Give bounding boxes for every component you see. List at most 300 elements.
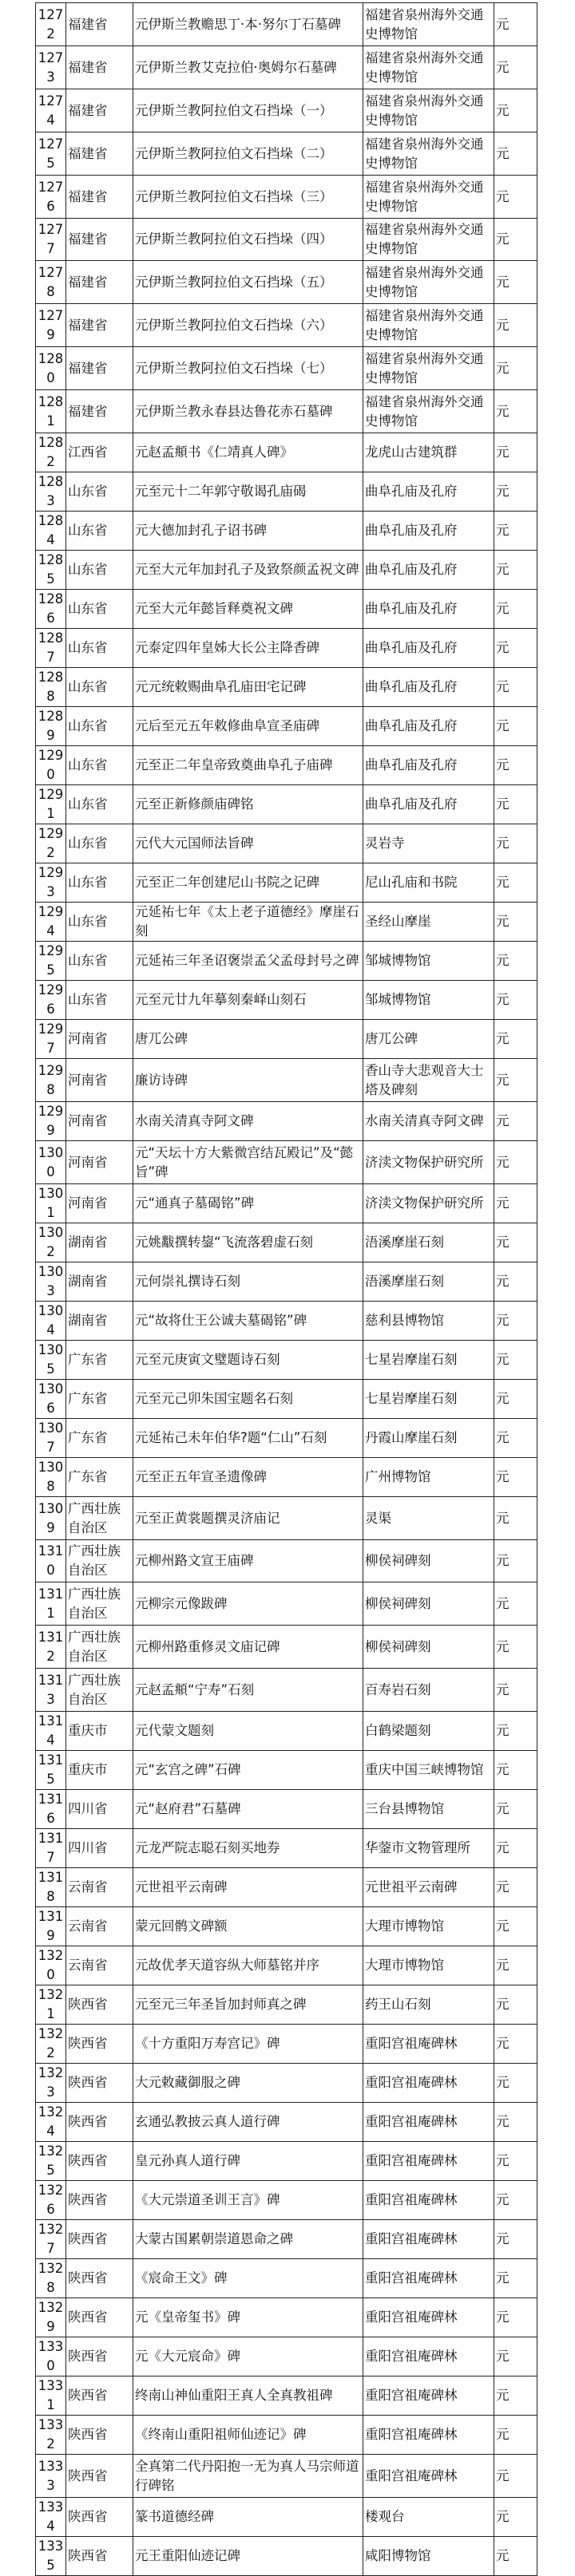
era-cell: 元	[494, 1458, 537, 1497]
custodian-unit-cell: 龙虎山古建筑群	[363, 433, 494, 472]
row-number: 1276	[36, 176, 66, 219]
row-number: 1312	[36, 1626, 66, 1669]
relic-name-cell: 《宸命王文》碑	[133, 2259, 363, 2298]
row-number: 1311	[36, 1582, 66, 1626]
custodian-unit-cell: 百寿岩石刻	[363, 1669, 494, 1712]
row-number: 1309	[36, 1497, 66, 1540]
relic-name-cell: 元何崇礼撰诗石刻	[133, 1262, 363, 1302]
row-number: 1286	[36, 590, 66, 629]
province-cell: 云南省	[66, 1907, 133, 1946]
custodian-unit-cell: 邹城博物馆	[363, 942, 494, 981]
table-row	[36, 981, 537, 1020]
era-cell: 元	[494, 472, 537, 512]
province-cell: 四川省	[66, 1829, 133, 1868]
relic-name-cell: 终南山神仙重阳王真人全真教祖碑	[133, 2376, 363, 2416]
row-number: 1327	[36, 2220, 66, 2259]
relic-name-cell: 元至正五年宣圣遗像碑	[133, 1458, 363, 1497]
row-number: 1282	[36, 433, 66, 472]
province-cell: 广西壮族自治区	[66, 1582, 133, 1626]
custodian-unit-cell: 济渎文物保护研究所	[363, 1141, 494, 1184]
era-cell: 元	[494, 551, 537, 590]
custodian-unit-cell: 药王山石刻	[363, 1985, 494, 2025]
era-cell: 元	[494, 304, 537, 347]
province-cell: 陕西省	[66, 2259, 133, 2298]
row-number: 1274	[36, 89, 66, 132]
era-cell: 元	[494, 863, 537, 903]
relic-name-cell: 元至元十二年郭守敬谒孔庙碣	[133, 472, 363, 512]
row-number: 1288	[36, 668, 66, 707]
province-cell: 河南省	[66, 1102, 133, 1141]
row-number: 1316	[36, 1790, 66, 1829]
province-cell: 山东省	[66, 942, 133, 981]
era-cell: 元	[494, 629, 537, 668]
row-number: 1318	[36, 1868, 66, 1907]
table-row	[36, 1184, 537, 1223]
province-cell: 山东省	[66, 746, 133, 785]
table-row	[36, 1582, 537, 1626]
era-cell: 元	[494, 903, 537, 942]
relic-name-cell: 元至正黄裳题撰灵济庙记	[133, 1497, 363, 1540]
province-cell: 湖南省	[66, 1223, 133, 1262]
era-cell: 元	[494, 433, 537, 472]
custodian-unit-cell: 浯溪摩崖石刻	[363, 1262, 494, 1302]
custodian-unit-cell: 重阳宫祖庵碑林	[363, 2220, 494, 2259]
relic-name-cell: 元至正二年创建尼山书院之记碑	[133, 863, 363, 903]
era-cell: 元	[494, 2337, 537, 2376]
province-cell: 陕西省	[66, 2337, 133, 2376]
era-cell: 元	[494, 746, 537, 785]
table-row	[36, 2416, 537, 2455]
relic-name-cell: 元龙严院志聪石刻买地券	[133, 1829, 363, 1868]
era-cell: 元	[494, 2416, 537, 2455]
custodian-unit-cell: 福建省泉州海外交通史博物馆	[363, 46, 494, 89]
province-cell: 山东省	[66, 629, 133, 668]
custodian-unit-cell: 慈利县博物馆	[363, 1302, 494, 1341]
relic-name-cell: 水南关清真寺阿文碑	[133, 1102, 363, 1141]
row-number: 1303	[36, 1262, 66, 1302]
table-row	[36, 1419, 537, 1458]
relic-name-cell: 元柳州路重修灵文庙记碑	[133, 1626, 363, 1669]
row-number: 1320	[36, 1946, 66, 1985]
custodian-unit-cell: 福建省泉州海外交通史博物馆	[363, 304, 494, 347]
province-cell: 山东省	[66, 512, 133, 551]
row-number: 1331	[36, 2376, 66, 2416]
province-cell: 重庆市	[66, 1751, 133, 1790]
row-number: 1290	[36, 746, 66, 785]
custodian-unit-cell: 重阳宫祖庵碑林	[363, 2064, 494, 2103]
province-cell: 福建省	[66, 46, 133, 89]
era-cell: 元	[494, 942, 537, 981]
relic-name-cell: 《十方重阳万寿宫记》碑	[133, 2025, 363, 2064]
custodian-unit-cell: 福建省泉州海外交通史博物馆	[363, 132, 494, 176]
row-number: 1304	[36, 1302, 66, 1341]
province-cell: 河南省	[66, 1020, 133, 1059]
relic-name-cell: 元“玄宫之碑”石碑	[133, 1751, 363, 1790]
table-row	[36, 1868, 537, 1907]
custodian-unit-cell: 灵渠	[363, 1497, 494, 1540]
province-cell: 陕西省	[66, 2064, 133, 2103]
custodian-unit-cell: 福建省泉州海外交通史博物馆	[363, 219, 494, 261]
table-row	[36, 2025, 537, 2064]
relic-name-cell: 元《皇帝玺书》碑	[133, 2298, 363, 2337]
province-cell: 云南省	[66, 1868, 133, 1907]
province-cell: 陕西省	[66, 2220, 133, 2259]
table-row	[36, 1985, 537, 2025]
relic-name-cell: 元伊斯兰教阿拉伯文石挡垛（五）	[133, 261, 363, 304]
custodian-unit-cell: 济渎文物保护研究所	[363, 1184, 494, 1223]
table-row	[36, 1458, 537, 1497]
custodian-unit-cell: 大理市博物馆	[363, 1946, 494, 1985]
table-row	[36, 2064, 537, 2103]
relic-name-cell: 元代大元国师法旨碑	[133, 824, 363, 863]
era-cell: 元	[494, 2498, 537, 2537]
table-row	[36, 89, 537, 132]
relic-name-cell: 元伊斯兰教阿拉伯文石挡垛（六）	[133, 304, 363, 347]
relic-name-cell: 篆书道德经碑	[133, 2498, 363, 2537]
relic-name-cell: 元柳州路文宣王庙碑	[133, 1540, 363, 1582]
row-number: 1322	[36, 2025, 66, 2064]
custodian-unit-cell: 重阳宫祖庵碑林	[363, 2416, 494, 2455]
era-cell: 元	[494, 132, 537, 176]
relic-name-cell: 元姚黻撰转鋆“飞流落碧虚石刻	[133, 1223, 363, 1262]
province-cell: 湖南省	[66, 1302, 133, 1341]
row-number: 1314	[36, 1712, 66, 1751]
province-cell: 福建省	[66, 176, 133, 219]
table-row	[36, 707, 537, 746]
row-number: 1330	[36, 2337, 66, 2376]
relic-name-cell: 元柳宗元像跋碑	[133, 1582, 363, 1626]
row-number: 1281	[36, 390, 66, 433]
table-row	[36, 785, 537, 824]
custodian-unit-cell: 福建省泉州海外交通史博物馆	[363, 347, 494, 390]
table-row	[36, 46, 537, 89]
era-cell: 元	[494, 2142, 537, 2181]
relic-name-cell: 元“通真子墓碣铭”碑	[133, 1184, 363, 1223]
row-number: 1305	[36, 1341, 66, 1380]
province-cell: 陕西省	[66, 2498, 133, 2537]
relic-name-cell: 元泰定四年皇姊大长公主降香碑	[133, 629, 363, 668]
province-cell: 陕西省	[66, 2142, 133, 2181]
row-number: 1293	[36, 863, 66, 903]
relic-name-cell: 元至元三年圣旨加封师真之碑	[133, 1985, 363, 2025]
table-row	[36, 433, 537, 472]
row-number: 1313	[36, 1669, 66, 1712]
province-cell: 河南省	[66, 1184, 133, 1223]
province-cell: 山东省	[66, 668, 133, 707]
era-cell: 元	[494, 1907, 537, 1946]
province-cell: 福建省	[66, 347, 133, 390]
table-row	[36, 824, 537, 863]
table-row	[36, 3, 537, 46]
province-cell: 福建省	[66, 132, 133, 176]
custodian-unit-cell: 浯溪摩崖石刻	[363, 1223, 494, 1262]
province-cell: 陕西省	[66, 1985, 133, 2025]
custodian-unit-cell: 七星岩摩崖石刻	[363, 1380, 494, 1419]
custodian-unit-cell: 元世祖平云南碑	[363, 1868, 494, 1907]
province-cell: 福建省	[66, 390, 133, 433]
province-cell: 广西壮族自治区	[66, 1669, 133, 1712]
custodian-unit-cell: 曲阜孔庙及孔府	[363, 472, 494, 512]
custodian-unit-cell: 广州博物馆	[363, 1458, 494, 1497]
era-cell: 元	[494, 3, 537, 46]
relic-name-cell: 《终南山重阳祖师仙迹记》碑	[133, 2416, 363, 2455]
relic-name-cell: 廉访诗碑	[133, 1059, 363, 1102]
table-row	[36, 472, 537, 512]
relic-name-cell: 元延祐己未年伯华?题“仁山”石刻	[133, 1419, 363, 1458]
era-cell: 元	[494, 981, 537, 1020]
custodian-unit-cell: 柳侯祠碑刻	[363, 1540, 494, 1582]
table-row	[36, 1751, 537, 1790]
custodian-unit-cell: 重阳宫祖庵碑林	[363, 2376, 494, 2416]
relic-name-cell: 元赵孟頫书《仁靖真人碑》	[133, 433, 363, 472]
table-row	[36, 2142, 537, 2181]
table-row	[36, 2103, 537, 2142]
province-cell: 陕西省	[66, 2537, 133, 2576]
era-cell: 元	[494, 1497, 537, 1540]
row-number: 1328	[36, 2259, 66, 2298]
relic-name-cell: 元伊斯兰教阿拉伯文石挡垛（七）	[133, 347, 363, 390]
row-number: 1291	[36, 785, 66, 824]
table-row	[36, 2498, 537, 2537]
custodian-unit-cell: 福建省泉州海外交通史博物馆	[363, 89, 494, 132]
province-cell: 广东省	[66, 1458, 133, 1497]
custodian-unit-cell: 香山寺大悲观音大士塔及碑刻	[363, 1059, 494, 1102]
row-number: 1333	[36, 2455, 66, 2498]
era-cell: 元	[494, 1102, 537, 1141]
row-number: 1287	[36, 629, 66, 668]
relic-name-cell: 皇元孙真人道行碑	[133, 2142, 363, 2181]
table-row	[36, 1540, 537, 1582]
province-cell: 陕西省	[66, 2103, 133, 2142]
province-cell: 四川省	[66, 1790, 133, 1829]
custodian-unit-cell: 重阳宫祖庵碑林	[363, 2259, 494, 2298]
table-row	[36, 2259, 537, 2298]
relic-name-cell: 元“赵府君”石墓碑	[133, 1790, 363, 1829]
era-cell: 元	[494, 2064, 537, 2103]
era-cell: 元	[494, 2025, 537, 2064]
era-cell: 元	[494, 590, 537, 629]
row-number: 1292	[36, 824, 66, 863]
era-cell: 元	[494, 1380, 537, 1419]
era-cell: 元	[494, 2259, 537, 2298]
province-cell: 广东省	[66, 1380, 133, 1419]
relic-name-cell: 元伊斯兰教永春县达鲁花赤石墓碑	[133, 390, 363, 433]
relics-table-body	[36, 3, 537, 2576]
custodian-unit-cell: 福建省泉州海外交通史博物馆	[363, 176, 494, 219]
table-row	[36, 1262, 537, 1302]
province-cell: 陕西省	[66, 2181, 133, 2220]
custodian-unit-cell: 丹霞山摩崖石刻	[363, 1419, 494, 1458]
relic-name-cell: 元至元己卯朱国宝题名石刻	[133, 1380, 363, 1419]
row-number: 1273	[36, 46, 66, 89]
era-cell: 元	[494, 824, 537, 863]
row-number: 1294	[36, 903, 66, 942]
province-cell: 广东省	[66, 1341, 133, 1380]
table-row	[36, 2298, 537, 2337]
province-cell: 陕西省	[66, 2376, 133, 2416]
relic-name-cell: 元至元庚寅文璧题诗石刻	[133, 1341, 363, 1380]
era-cell: 元	[494, 1184, 537, 1223]
table-row	[36, 304, 537, 347]
era-cell: 元	[494, 2298, 537, 2337]
era-cell: 元	[494, 46, 537, 89]
relic-name-cell: 元延祐三年圣诏褒崇孟父孟母封号之碑	[133, 942, 363, 981]
era-cell: 元	[494, 1582, 537, 1626]
era-cell: 元	[494, 1985, 537, 2025]
relic-name-cell: 元伊斯兰教赡思丁·本·努尔丁石墓碑	[133, 3, 363, 46]
relic-name-cell: 元伊斯兰教阿拉伯文石挡垛（四）	[133, 219, 363, 261]
custodian-unit-cell: 福建省泉州海外交通史博物馆	[363, 3, 494, 46]
era-cell: 元	[494, 2537, 537, 2576]
row-number: 1272	[36, 3, 66, 46]
row-number: 1284	[36, 512, 66, 551]
era-cell: 元	[494, 176, 537, 219]
custodian-unit-cell: 曲阜孔庙及孔府	[363, 551, 494, 590]
province-cell: 陕西省	[66, 2298, 133, 2337]
relic-name-cell: 元世祖平云南碑	[133, 1868, 363, 1907]
custodian-unit-cell: 圣经山摩崖	[363, 903, 494, 942]
row-number: 1319	[36, 1907, 66, 1946]
relic-name-cell: 元王重阳仙迹记碑	[133, 2537, 363, 2576]
province-cell: 山东省	[66, 903, 133, 942]
province-cell: 江西省	[66, 433, 133, 472]
table-row	[36, 1829, 537, 1868]
province-cell: 山东省	[66, 785, 133, 824]
row-number: 1301	[36, 1184, 66, 1223]
table-row	[36, 176, 537, 219]
row-number: 1299	[36, 1102, 66, 1141]
table-row	[36, 863, 537, 903]
row-number: 1302	[36, 1223, 66, 1262]
custodian-unit-cell: 福建省泉州海外交通史博物馆	[363, 390, 494, 433]
row-number: 1323	[36, 2064, 66, 2103]
row-number: 1289	[36, 707, 66, 746]
province-cell: 山东省	[66, 707, 133, 746]
custodian-unit-cell: 曲阜孔庙及孔府	[363, 707, 494, 746]
row-number: 1332	[36, 2416, 66, 2455]
row-number: 1300	[36, 1141, 66, 1184]
era-cell: 元	[494, 347, 537, 390]
province-cell: 广西壮族自治区	[66, 1497, 133, 1540]
table-row	[36, 132, 537, 176]
custodian-unit-cell: 大理市博物馆	[363, 1907, 494, 1946]
custodian-unit-cell: 曲阜孔庙及孔府	[363, 512, 494, 551]
era-cell: 元	[494, 2220, 537, 2259]
era-cell: 元	[494, 1712, 537, 1751]
custodian-unit-cell: 重庆中国三峡博物馆	[363, 1751, 494, 1790]
province-cell: 陕西省	[66, 2416, 133, 2455]
custodian-unit-cell: 三台县博物馆	[363, 1790, 494, 1829]
table-row	[36, 903, 537, 942]
era-cell: 元	[494, 1626, 537, 1669]
era-cell: 元	[494, 1341, 537, 1380]
era-cell: 元	[494, 1059, 537, 1102]
custodian-unit-cell: 曲阜孔庙及孔府	[363, 590, 494, 629]
province-cell: 福建省	[66, 261, 133, 304]
relic-name-cell: 大蒙古国累朝崇道恩命之碑	[133, 2220, 363, 2259]
era-cell: 元	[494, 1141, 537, 1184]
relic-name-cell: 大元敕藏御服之碑	[133, 2064, 363, 2103]
row-number: 1326	[36, 2181, 66, 2220]
table-row	[36, 1059, 537, 1102]
province-cell: 重庆市	[66, 1712, 133, 1751]
custodian-unit-cell: 曲阜孔庙及孔府	[363, 629, 494, 668]
table-row	[36, 1497, 537, 1540]
era-cell: 元	[494, 512, 537, 551]
custodian-unit-cell: 唐兀公碑	[363, 1020, 494, 1059]
era-cell: 元	[494, 1419, 537, 1458]
table-row	[36, 942, 537, 981]
era-cell: 元	[494, 2376, 537, 2416]
row-number: 1296	[36, 981, 66, 1020]
era-cell: 元	[494, 2455, 537, 2498]
row-number: 1306	[36, 1380, 66, 1419]
province-cell: 山东省	[66, 472, 133, 512]
custodian-unit-cell: 曲阜孔庙及孔府	[363, 668, 494, 707]
relic-name-cell: 元大德加封孔子诏书碑	[133, 512, 363, 551]
table-row	[36, 551, 537, 590]
row-number: 1308	[36, 1458, 66, 1497]
relic-name-cell: 《大元崇道圣训王言》碑	[133, 2181, 363, 2220]
era-cell: 元	[494, 1669, 537, 1712]
province-cell: 山东省	[66, 981, 133, 1020]
table-row	[36, 2537, 537, 2576]
table-row	[36, 2455, 537, 2498]
table-row	[36, 1907, 537, 1946]
relic-name-cell: 元伊斯兰教阿拉伯文石挡垛（二）	[133, 132, 363, 176]
custodian-unit-cell: 水南关清真寺阿文碑	[363, 1102, 494, 1141]
row-number: 1297	[36, 1020, 66, 1059]
relic-name-cell: 唐兀公碑	[133, 1020, 363, 1059]
table-row	[36, 1341, 537, 1380]
custodian-unit-cell: 灵岩寺	[363, 824, 494, 863]
custodian-unit-cell: 重阳宫祖庵碑林	[363, 2337, 494, 2376]
table-row	[36, 668, 537, 707]
custodian-unit-cell: 重阳宫祖庵碑林	[363, 2455, 494, 2498]
table-row	[36, 1946, 537, 1985]
province-cell: 云南省	[66, 1946, 133, 1985]
custodian-unit-cell: 柳侯祠碑刻	[363, 1582, 494, 1626]
table-row	[36, 390, 537, 433]
table-row	[36, 1712, 537, 1751]
province-cell: 福建省	[66, 304, 133, 347]
row-number: 1283	[36, 472, 66, 512]
table-row	[36, 1626, 537, 1669]
custodian-unit-cell: 重阳宫祖庵碑林	[363, 2181, 494, 2220]
table-row	[36, 1020, 537, 1059]
row-number: 1324	[36, 2103, 66, 2142]
row-number: 1298	[36, 1059, 66, 1102]
row-number: 1317	[36, 1829, 66, 1868]
province-cell: 河南省	[66, 1141, 133, 1184]
relic-name-cell: 元伊斯兰教阿拉伯文石挡垛（一）	[133, 89, 363, 132]
table-row	[36, 261, 537, 304]
era-cell: 元	[494, 1829, 537, 1868]
row-number: 1329	[36, 2298, 66, 2337]
province-cell: 陕西省	[66, 2455, 133, 2498]
era-cell: 元	[494, 1868, 537, 1907]
table-row	[36, 2181, 537, 2220]
custodian-unit-cell: 重阳宫祖庵碑林	[363, 2025, 494, 2064]
province-cell: 山东省	[66, 590, 133, 629]
era-cell: 元	[494, 1946, 537, 1985]
table-row	[36, 1669, 537, 1712]
province-cell: 福建省	[66, 89, 133, 132]
relics-table	[35, 2, 537, 2576]
table-row	[36, 512, 537, 551]
relic-name-cell: 蒙元回鹘文碑额	[133, 1907, 363, 1946]
province-cell: 福建省	[66, 219, 133, 261]
